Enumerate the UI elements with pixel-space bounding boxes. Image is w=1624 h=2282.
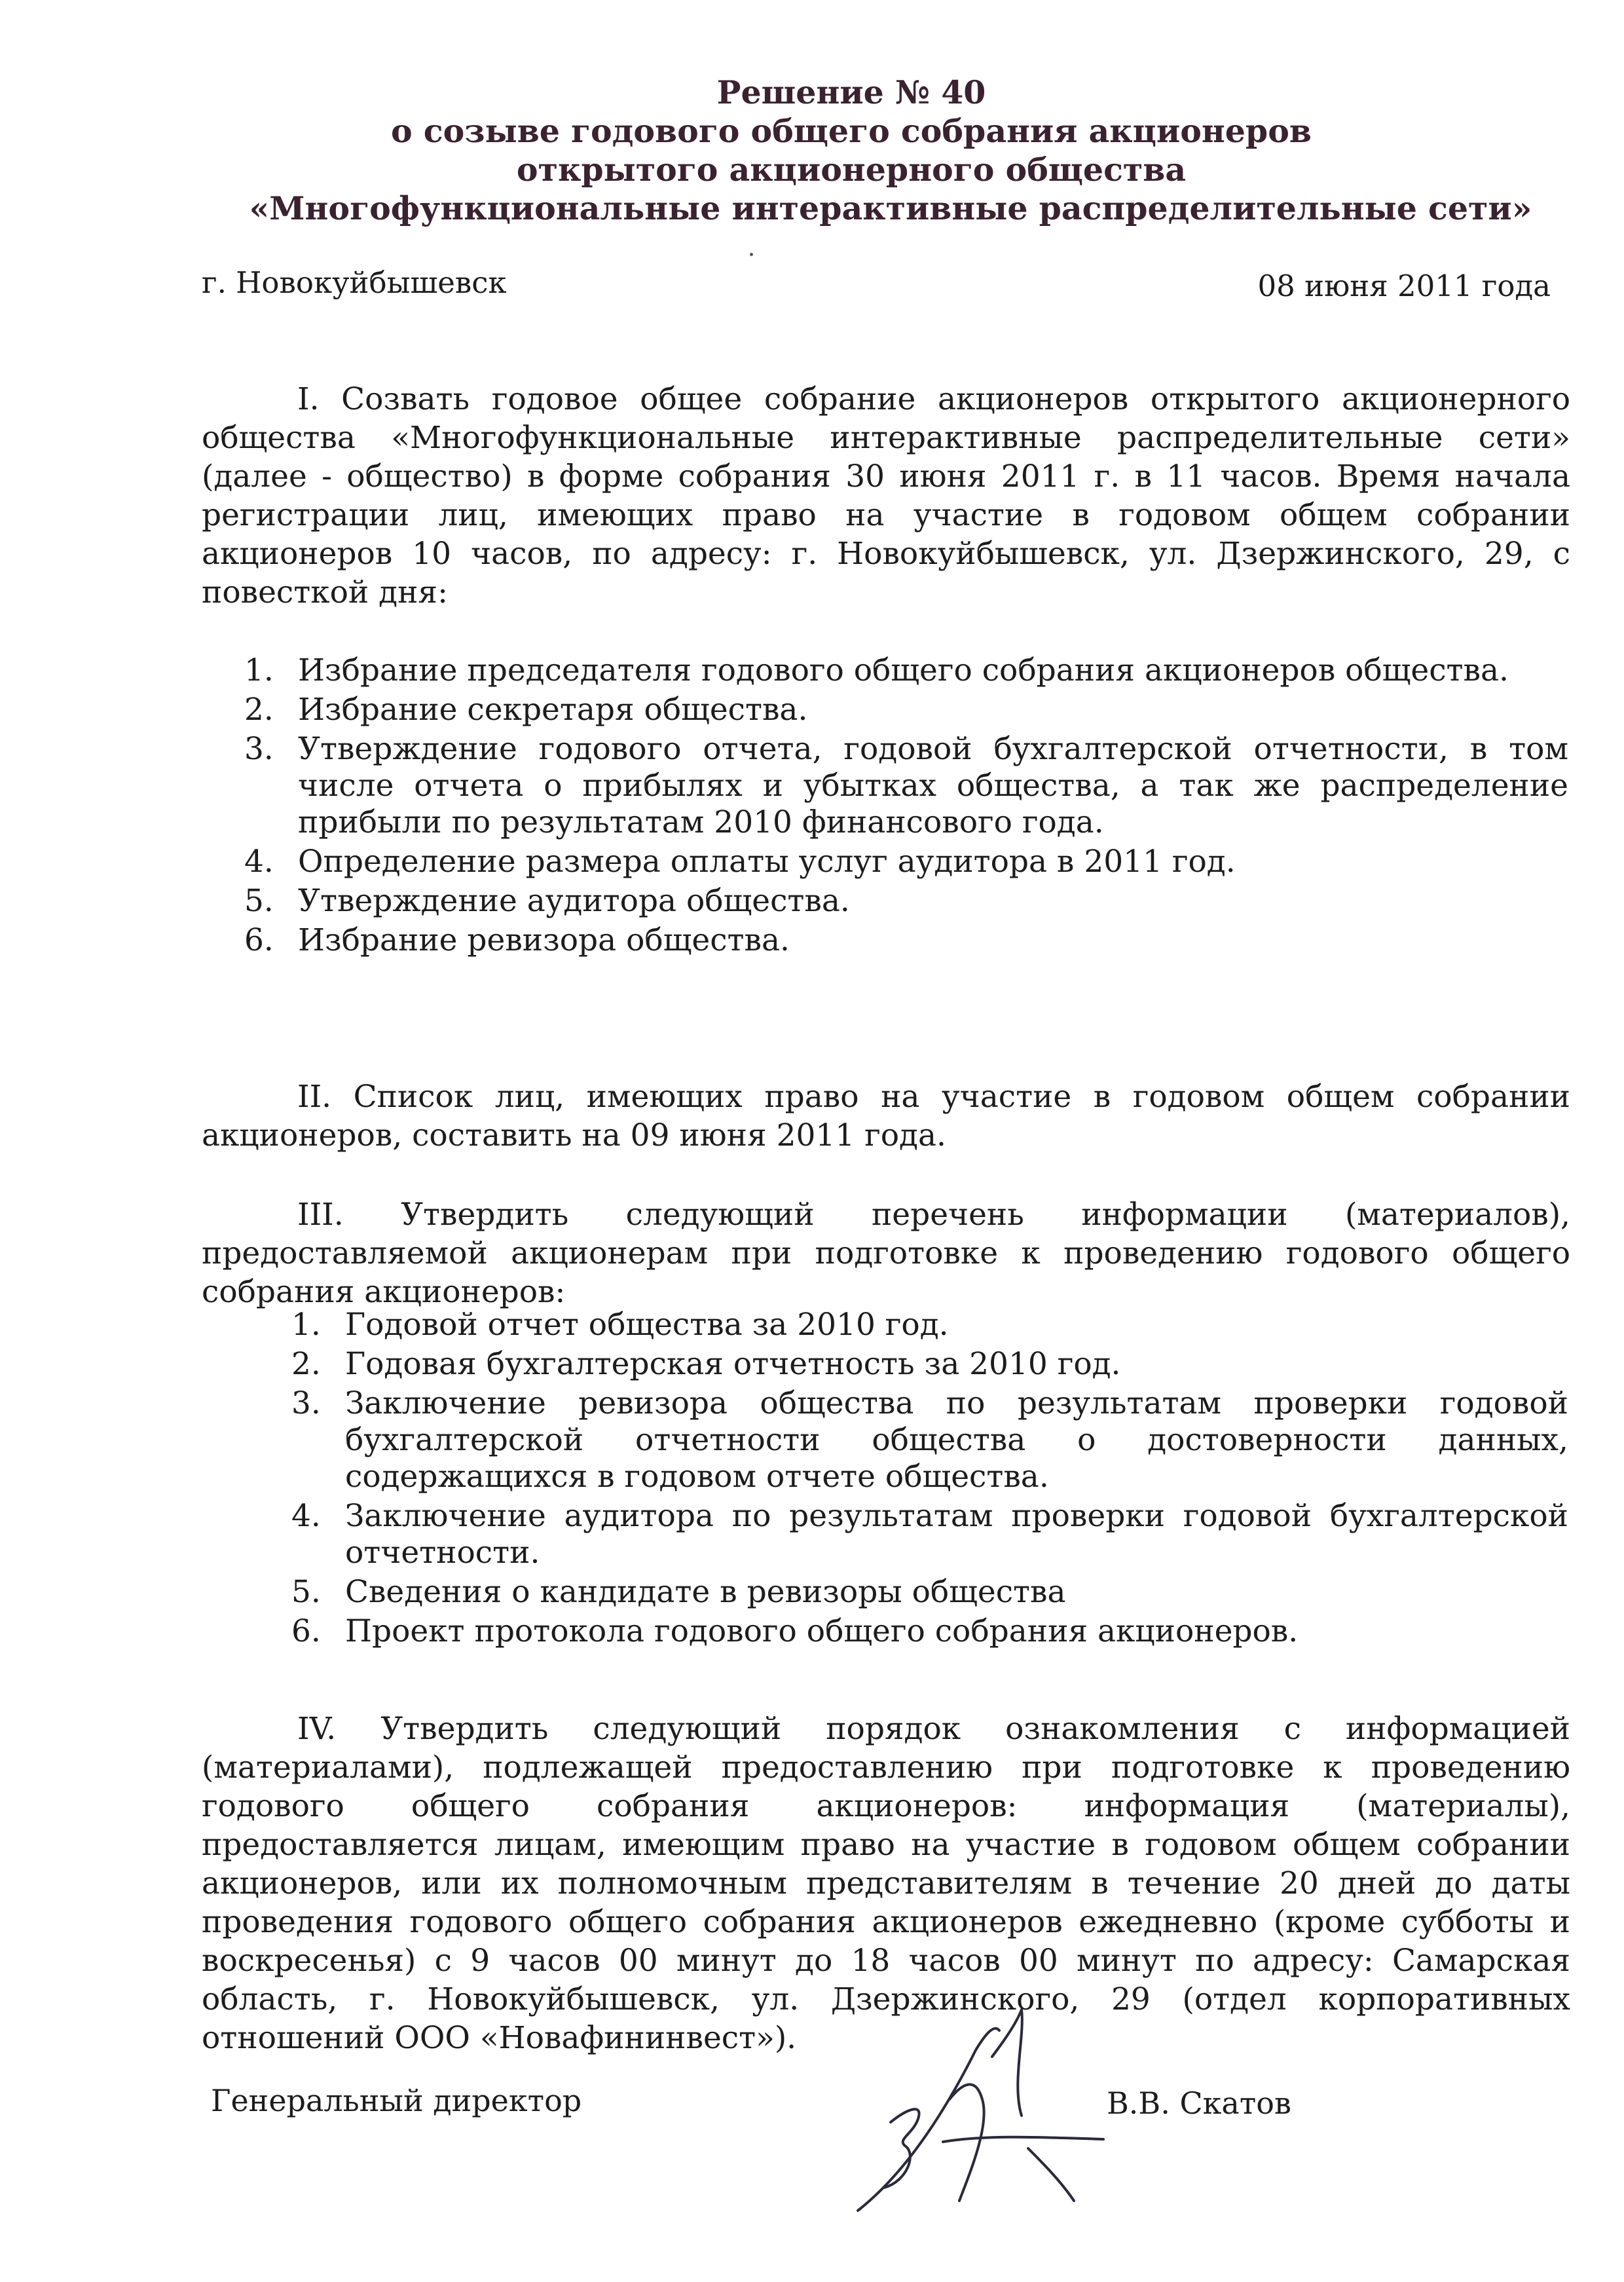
list-item: 2. Годовая бухгалтерская отчетность за 2010 год.: [291, 1346, 1121, 1382]
company-name: «Многофункциональные интерактивные распределительные сети»: [249, 189, 1532, 227]
section-3-text: III. Утвердить следующий перечень информации (материалов), предоставляемой акционерам при подготовке к проведению годового общего собрания акционеров:: [202, 1197, 1570, 1310]
list-item: 2. Избрание секретаря общества.: [244, 692, 808, 728]
document-date: 08 июня 2011 года: [1257, 269, 1551, 303]
decision-number: Решение № 40: [716, 73, 986, 111]
list-item: 4. Определение размера оплаты услуг аудитора в 2011 год.: [244, 844, 1236, 880]
section-3-paragraph: [202, 1195, 1570, 1311]
list-item: 3. Утверждение годового отчета, годовой бухгалтерской отчетности, в том числе отчета о прибылях и убытках общества, а так же распределение прибыли по результатам 2010 финансового года.: [244, 731, 1568, 840]
list-item: 1. Избрание председателя годового общего собрания акционеров общества.: [244, 652, 1509, 688]
handwritten-signature: [845, 1985, 1120, 2234]
materials-list: [291, 1307, 1568, 1653]
list-item: 4. Заключение аудитора по результатам проверки годовой бухгалтерской отчетности.: [291, 1498, 1568, 1571]
section-2-paragraph: [202, 1077, 1570, 1155]
document-header: [0, 73, 1624, 228]
list-item: 6. Избрание ревизора общества.: [244, 922, 790, 958]
list-item: 5. Сведения о кандидате в ревизоры общества: [291, 1574, 1066, 1610]
section-1-paragraph: [202, 380, 1570, 612]
decision-subject: о созыве годового общего собрания акционеров: [391, 112, 1312, 150]
list-item: 3. Заключение ревизора общества по результатам проверки годовой бухгалтерской отчетности общества о достоверности данных, содержащихся в годовом отчете общества.: [291, 1385, 1568, 1495]
section-2-text: II. Список лиц, имеющих право на участие в годовом общем собрании акционеров, составить на 09 июня 2011 года.: [202, 1079, 1570, 1153]
list-item: 1. Годовой отчет общества за 2010 год.: [291, 1307, 949, 1343]
section-1-text: I. Созвать годовое общее собрание акционеров открытого акционерного общества «Многофункциональные интерактивные распределительные сети» (далее - общество) в форме собрания 30 июня 2011 г. в 11 часов. Время начала регистрации лиц, имеющих право на участие в годовом общем собрании акционеров 10 часов, по адресу: г. Новокуйбышевск, ул. Дзержинского, 29, с повесткой дня:: [202, 381, 1570, 610]
section-4-text: IV. Утвердить следующий порядок ознакомления с информацией (материалами), подлежащей предоставлению при подготовке к проведению годового общего собрания акционеров: информация (материалы), предоставляется лицам, имеющим право на участие в годовом общем собрании акционеров, или их полномочным представителям в течение 20 дней до даты проведения годового общего собрания акционеров ежедневно (кроме субботы и воскресенья) с 9 часов 00 минут до 18 часов 00 минут по адресу: Самарская область, г. Новокуйбышевск, ул. Дзержинского, 29 (отдел корпоративных отношений ООО «Новафининвест»).: [202, 1711, 1570, 2056]
agenda-list: [244, 652, 1568, 962]
signatory-title: Генеральный директор: [211, 2083, 582, 2118]
place: г. Новокуйбышевск: [202, 265, 507, 300]
company-type: открытого акционерного общества: [516, 151, 1187, 189]
list-item: 6. Проект протокола годового общего собрания акционеров.: [291, 1613, 1299, 1649]
scan-speck: [750, 253, 753, 256]
signatory-name: В.В. Скатов: [1107, 2086, 1291, 2121]
list-item: 5. Утверждение аудитора общества.: [244, 883, 850, 919]
